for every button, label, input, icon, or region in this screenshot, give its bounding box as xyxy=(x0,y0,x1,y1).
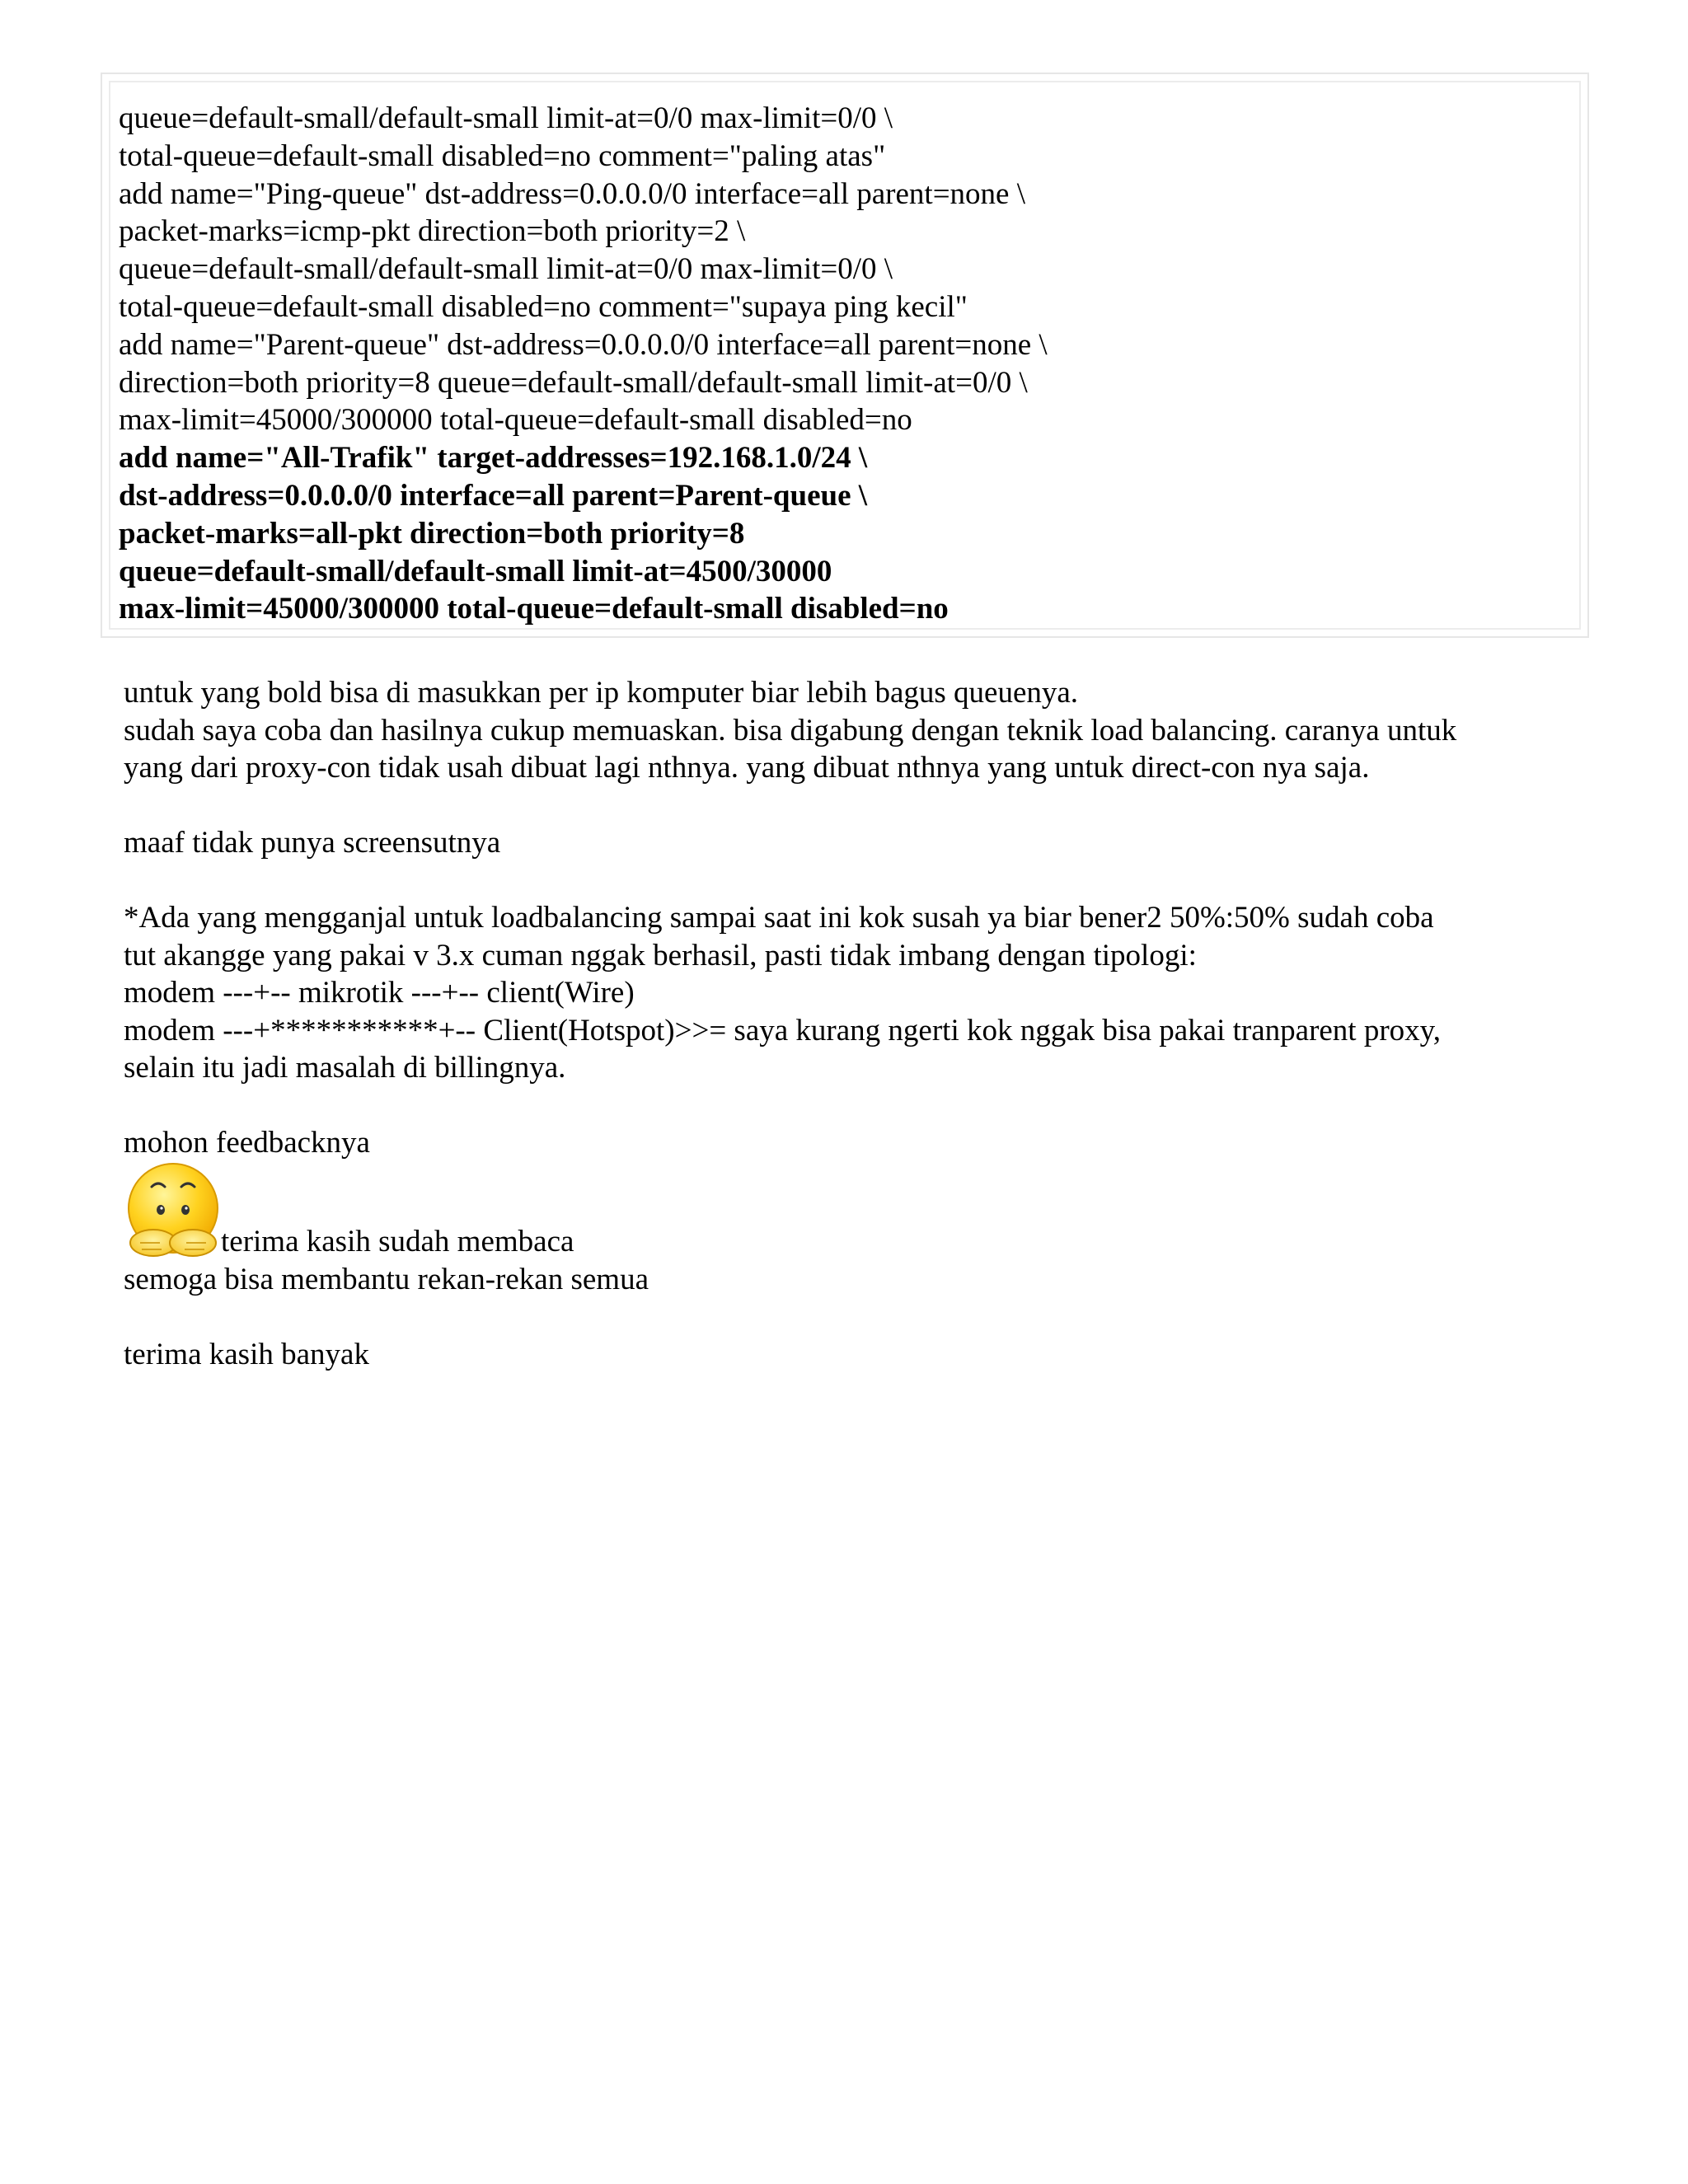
emoji-row xyxy=(124,1162,1591,1261)
paragraph-gap xyxy=(124,1087,1591,1125)
paragraph-loadbalancing-question: *Ada yang mengganjal untuk loadbalancing sampai saat ini kok susah ya biar bener2 50%:50% sudah coba tut akangge yang pakai v 3.x cuman nggak berhasil, pasti tidak imbang dengan tipologi: modem ---+-- mikrotik ---+-- client(Wire) modem ---+***********+-- Client(Hotspot)>>= saya kurang ngerti kok nggak bisa pakai tranparent proxy, selain itu jadi masalah di billingnya. xyxy=(124,901,1442,1085)
paragraph-feedback-request: mohon feedbacknya xyxy=(124,1126,370,1160)
code-line: dst-address=0.0.0.0/0 interface=all parent=Parent-queue \ xyxy=(119,478,868,513)
code-line: packet-marks=icmp-pkt direction=both priority=2 \ xyxy=(119,214,746,249)
paragraph-no-screenshot: maaf tidak punya screensutnya xyxy=(124,826,501,860)
code-line: queue=default-small/default-small limit-at=4500/30000 xyxy=(119,554,832,588)
shy-smiley-icon xyxy=(124,1162,223,1261)
code-line: add name="All-Trafik" target-addresses=192.168.1.0/24 \ xyxy=(119,441,868,476)
paragraph-hope-helps: semoga bisa membantu rekan-rekan semua xyxy=(124,1262,649,1296)
code-line: queue=default-small/default-small limit-at=0/0 max-limit=0/0 \ xyxy=(119,252,893,287)
code-line: packet-marks=all-pkt direction=both priority=8 xyxy=(119,516,745,551)
code-line: total-queue=default-small disabled=no comment="supaya ping kecil" xyxy=(119,289,968,324)
paragraph-gap xyxy=(124,1298,1591,1336)
code-line: direction=both priority=8 queue=default-small/default-small limit-at=0/0 \ xyxy=(119,365,1028,400)
code-line: total-queue=default-small disabled=no comment="paling atas" xyxy=(119,138,886,173)
paragraph-gap xyxy=(124,862,1591,900)
code-line: max-limit=45000/300000 total-queue=default-small disabled=no xyxy=(119,592,949,626)
code-line: max-limit=45000/300000 total-queue=default-small disabled=no xyxy=(119,403,912,438)
paragraph-gap xyxy=(124,787,1591,825)
paragraph-bold-note: untuk yang bold bisa di masukkan per ip komputer biar lebih bagus queuenya. sudah saya coba dan hasilnya cukup memuaskan. bisa digabung dengan teknik load balancing. caranya untuk yang dari proxy-con tidak usah dibuat lagi nthnya. yang dibuat nthnya yang untuk direct-con nya saja. xyxy=(124,676,1457,785)
post-body xyxy=(124,674,1591,1373)
code-line: queue=default-small/default-small limit-at=0/0 max-limit=0/0 \ xyxy=(119,101,893,135)
code-block xyxy=(101,73,1589,638)
code-line: add name="Ping-queue" dst-address=0.0.0.0/0 interface=all parent=none \ xyxy=(119,176,1026,211)
paragraph-thanks: terima kasih banyak xyxy=(124,1337,369,1371)
code-line: add name="Parent-queue" dst-address=0.0.0.0/0 interface=all parent=none \ xyxy=(119,327,1048,362)
emoji-caption: terima kasih sudah membaca xyxy=(221,1225,574,1258)
code-block-inner xyxy=(109,81,1581,630)
